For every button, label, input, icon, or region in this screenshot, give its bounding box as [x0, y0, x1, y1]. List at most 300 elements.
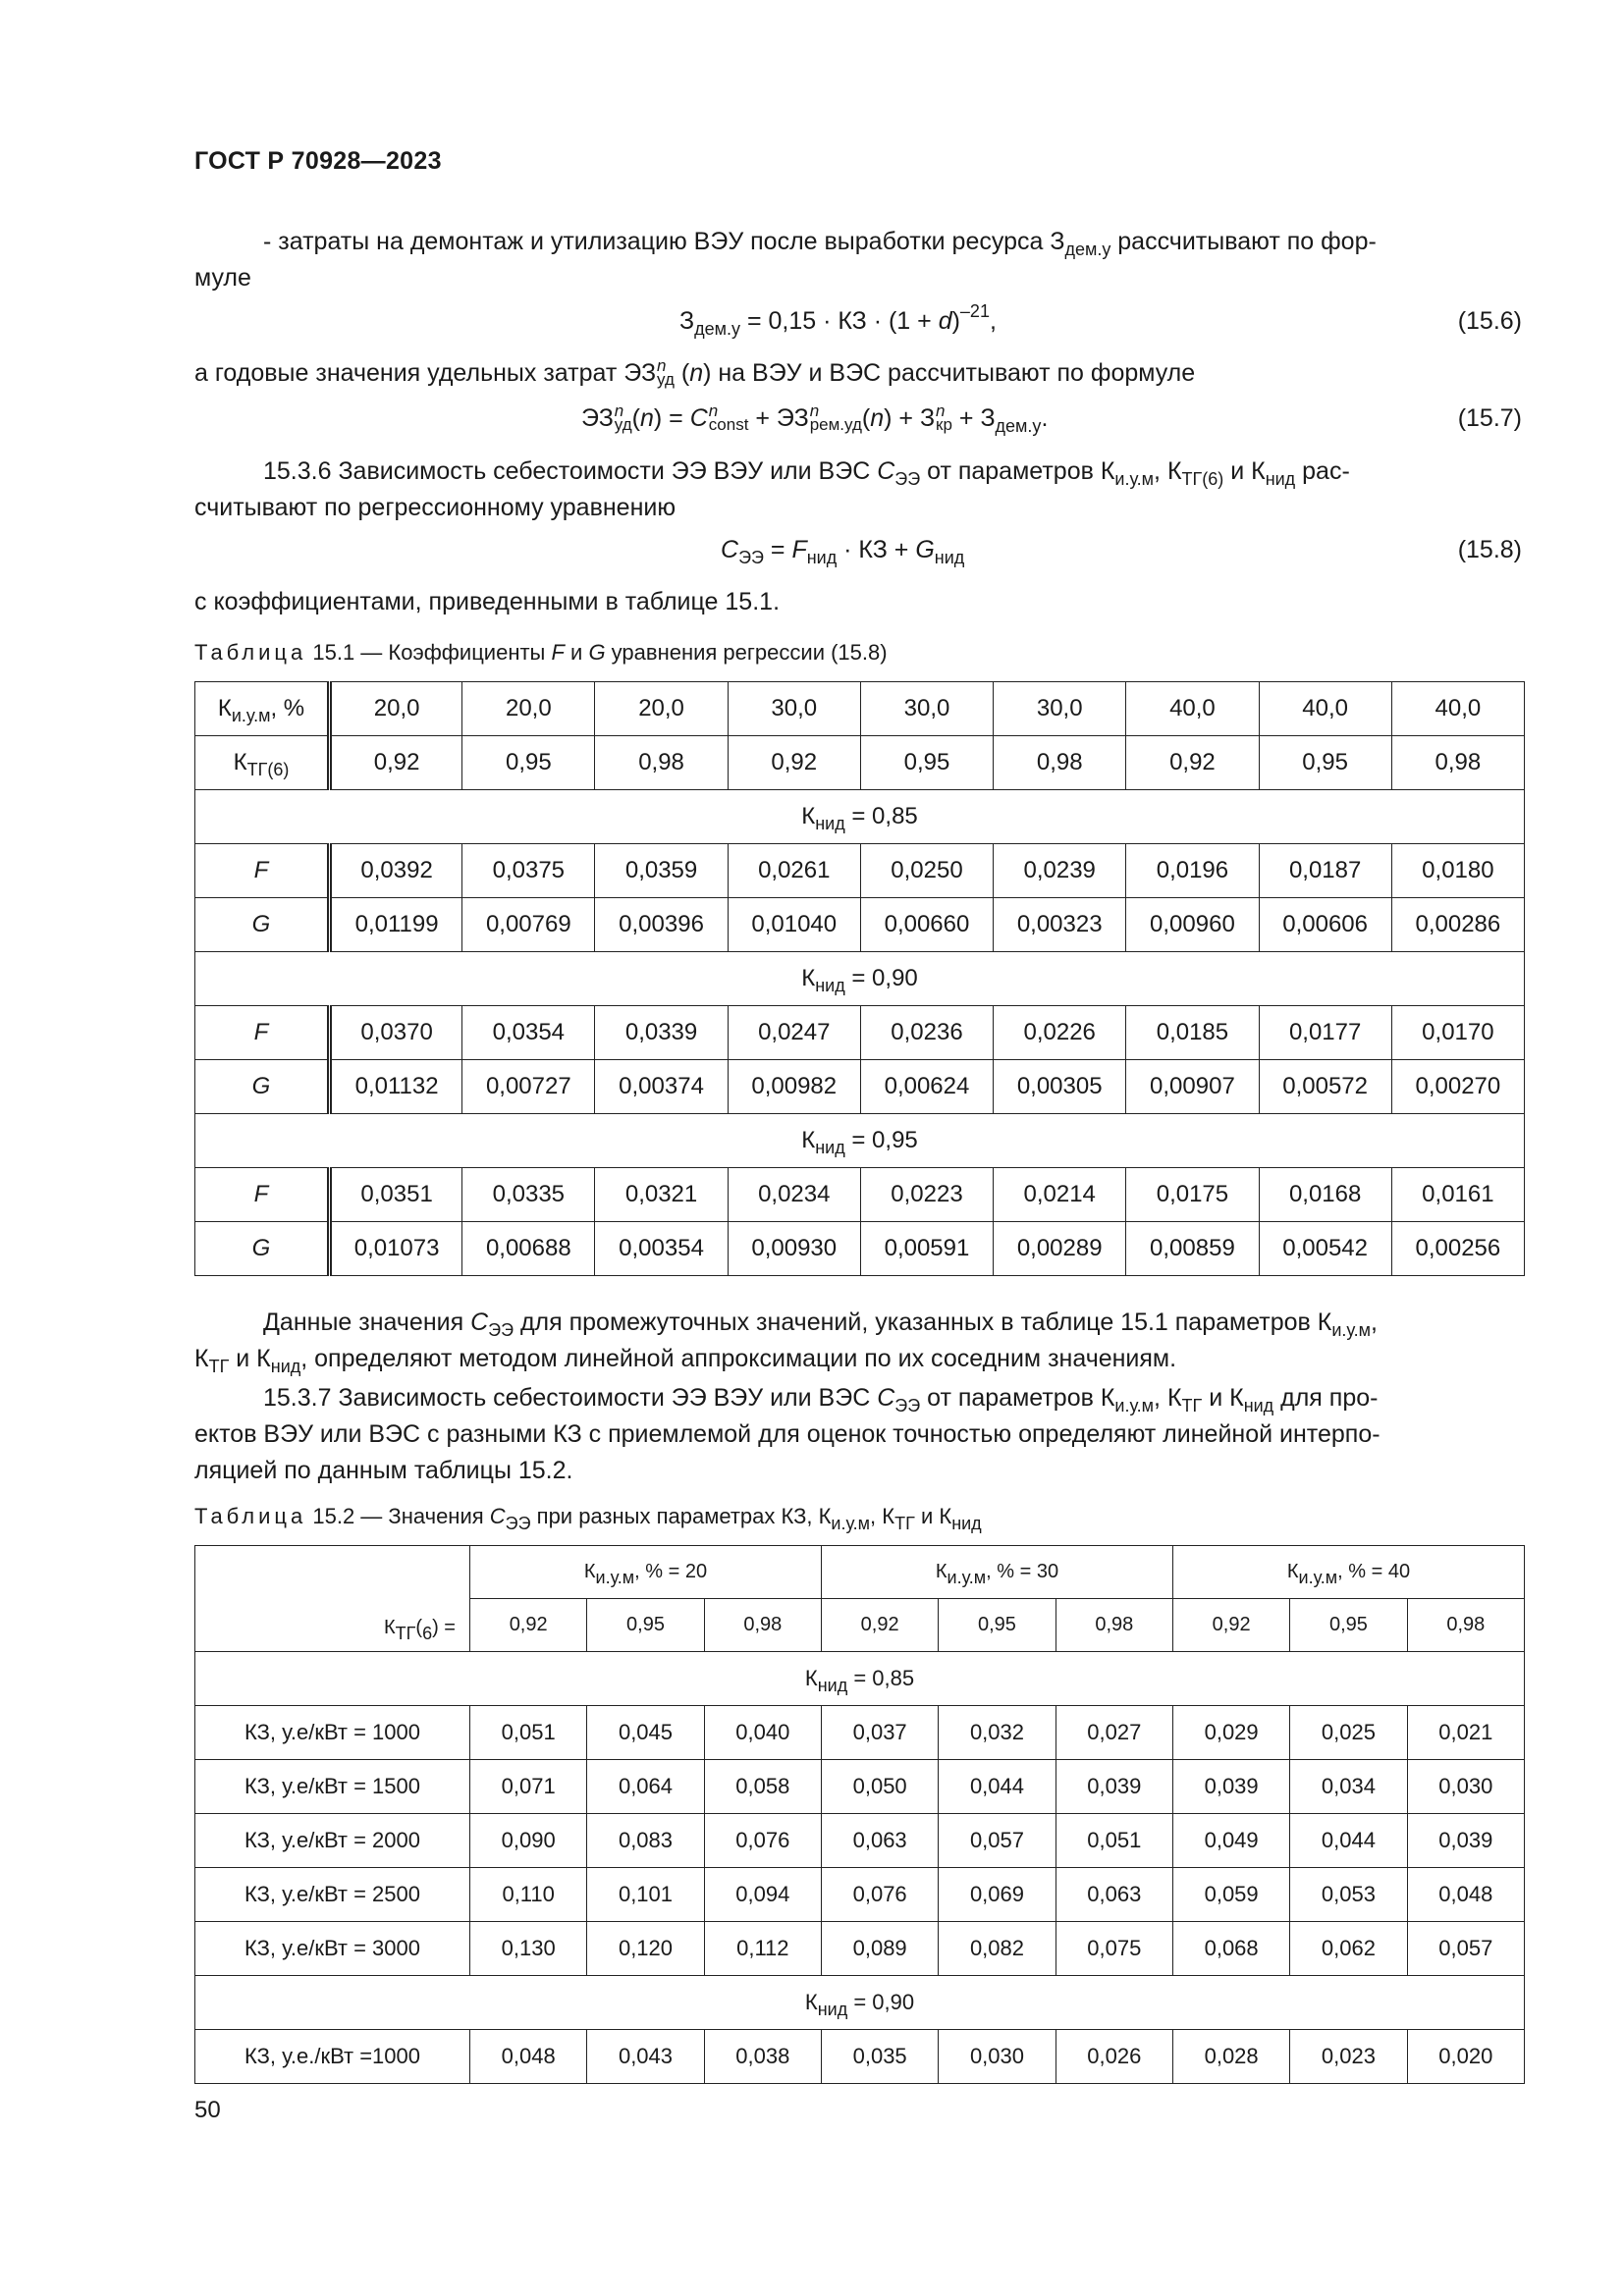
document-header: ГОСТ Р 70928—2023 — [194, 147, 442, 175]
t2-value-cell: 0,039 — [1056, 1760, 1172, 1814]
t1-kium-cell: 20,0 — [595, 682, 728, 736]
t1-F-cell: 0,0239 — [994, 844, 1126, 898]
t2-row-label: КЗ, у.е/кВт = 1000 — [195, 1706, 470, 1760]
t2-value-cell: 0,083 — [587, 1814, 704, 1868]
table-row — [195, 844, 1525, 898]
f157-C-sub: const — [708, 415, 749, 434]
t1-G-cell: 0,00572 — [1259, 1060, 1391, 1114]
t1-G-cell: 0,00982 — [728, 1060, 860, 1114]
t2-value-cell: 0,037 — [821, 1706, 938, 1760]
t1-G-cell: 0,00270 — [1391, 1060, 1524, 1114]
t1-caption-c: уравнения регрессии (15.8) — [605, 640, 888, 665]
t2-value-cell: 0,071 — [470, 1760, 587, 1814]
t1-G-cell: 0,00542 — [1259, 1222, 1391, 1276]
annual-costs-text — [194, 355, 1522, 392]
t2-ktg-sub: ТГ — [395, 1624, 416, 1643]
t2-knid-header-sub: нид — [817, 1676, 848, 1695]
t1-G-cell: 0,00323 — [994, 898, 1126, 952]
t1-F-cell: 0,0351 — [330, 1168, 462, 1222]
interpolation-paragraph-line2 — [194, 1341, 1522, 1377]
t2-caption-c: , К — [870, 1504, 895, 1528]
table-row — [195, 1060, 1525, 1114]
t2-value-cell: 0,051 — [470, 1706, 587, 1760]
table-row — [195, 1976, 1525, 2030]
t1-F-label: F — [195, 1168, 330, 1222]
t1-G-cell: 0,00907 — [1126, 1060, 1259, 1114]
t2-value-cell: 0,032 — [939, 1706, 1056, 1760]
t2-knid-header-k: К — [804, 1990, 818, 2014]
t2-ktg-cell: 0,98 — [704, 1599, 821, 1652]
f157-f-subsup — [936, 401, 952, 434]
t1-ktg-K: К — [233, 749, 247, 775]
t1-ktg-sub: ТГ(6) — [246, 760, 290, 779]
t2-g30-sub: и.у.м — [947, 1568, 987, 1587]
f157-C-sup: n — [708, 401, 719, 420]
f158-F: F — [791, 536, 807, 563]
table-row — [195, 1706, 1525, 1760]
t1-F-cell: 0,0354 — [462, 1006, 595, 1060]
t2-caption-c-sub: ТГ — [894, 1514, 915, 1533]
t2-caption-b: при разных параметрах КЗ, К — [530, 1504, 832, 1528]
t1-caption-F: F — [551, 640, 565, 665]
f157-c: ) = — [653, 404, 690, 432]
t1-kium-cell: 30,0 — [728, 682, 860, 736]
t1-F-cell: 0,0236 — [860, 1006, 993, 1060]
t2-value-cell: 0,082 — [939, 1922, 1056, 1976]
pd-e-sub: нид — [270, 1357, 301, 1376]
t1-knid-header-sub: нид — [815, 814, 845, 833]
intro-line-2: муле — [194, 264, 251, 292]
f158-b: · КЗ + — [837, 536, 916, 563]
pd-b: для промежуточных значений, указанных в таблице 15.1 параметров К — [514, 1308, 1332, 1336]
t1-G-cell: 0,00591 — [860, 1222, 993, 1276]
s1537-d-sub: нид — [1243, 1396, 1274, 1415]
t1-G-cell: 0,00256 — [1391, 1222, 1524, 1276]
t2-value-cell: 0,076 — [704, 1814, 821, 1868]
t1-G-cell: 0,00930 — [728, 1222, 860, 1276]
f157-C-subsup — [708, 401, 749, 434]
t2-row-label: КЗ, у.е/кВт = 2500 — [195, 1868, 470, 1922]
t1-F-cell: 0,0339 — [595, 1006, 728, 1060]
t1-F-cell: 0,0321 — [595, 1168, 728, 1222]
t1-knid-header-value: = 0,90 — [844, 965, 918, 991]
t1-G-cell: 0,01199 — [330, 898, 462, 952]
f158-F-sub: нид — [806, 548, 838, 567]
t2-group-20 — [470, 1546, 822, 1599]
t2-knid-header-value: = 0,90 — [847, 1990, 915, 2014]
t1-kium-cell: 40,0 — [1259, 682, 1391, 736]
t1-ktg-cell: 0,98 — [595, 736, 728, 790]
t1-knid-header-k: К — [801, 1127, 816, 1153]
t1-F-cell: 0,0223 — [860, 1168, 993, 1222]
t2-value-cell: 0,030 — [939, 2030, 1056, 2084]
s1536-C-sub: ЭЭ — [894, 469, 921, 489]
f158-a: = — [763, 536, 792, 563]
t1-G-label: G — [195, 1060, 330, 1114]
pd-a: Данные значения — [263, 1308, 471, 1336]
s1537-c: , К — [1154, 1384, 1182, 1412]
t1-caption-b: и — [564, 640, 589, 665]
t2-value-cell: 0,050 — [821, 1760, 938, 1814]
t1-knid-header-k: К — [801, 965, 816, 991]
t1-G-cell: 0,00727 — [462, 1060, 595, 1114]
t2-value-cell: 0,030 — [1407, 1760, 1524, 1814]
t1-G-cell: 0,00354 — [595, 1222, 728, 1276]
f156-tail: , — [989, 307, 997, 335]
t1-F-cell: 0,0247 — [728, 1006, 860, 1060]
s1536-e: рас- — [1295, 457, 1350, 485]
t1-knid-header — [195, 1114, 1525, 1168]
t2-value-cell: 0,076 — [821, 1868, 938, 1922]
t1-F-cell: 0,0170 — [1391, 1006, 1524, 1060]
annual-n: n — [689, 359, 704, 387]
t2-value-cell: 0,057 — [1407, 1922, 1524, 1976]
t2-knid-header-sub: нид — [817, 2000, 848, 2019]
t1-F-cell: 0,0196 — [1126, 844, 1259, 898]
t1-G-cell: 0,00960 — [1126, 898, 1259, 952]
formula-number-15-8: (15.8) — [1457, 536, 1522, 563]
t2-value-cell: 0,039 — [1172, 1760, 1289, 1814]
t2-ktg-label — [195, 1546, 470, 1652]
f156-lhs-sub: дем.у — [694, 319, 740, 339]
t2-ktg-K: К — [384, 1617, 396, 1638]
t2-ktg-cell: 0,92 — [1172, 1599, 1289, 1652]
t2-value-cell: 0,040 — [704, 1706, 821, 1760]
pd-c: , — [1370, 1308, 1378, 1336]
t2-value-cell: 0,053 — [1290, 1868, 1407, 1922]
t1-G-cell: 0,00688 — [462, 1222, 595, 1276]
table-row — [195, 790, 1525, 844]
t1-G-cell: 0,00859 — [1126, 1222, 1259, 1276]
t1-G-cell: 0,01040 — [728, 898, 860, 952]
f157-f-sup: n — [936, 401, 946, 420]
t1-ktg-cell: 0,92 — [728, 736, 860, 790]
s1537-C-sub: ЭЭ — [894, 1396, 921, 1415]
s1536-d: и К — [1223, 457, 1266, 485]
t1-G-label: G — [195, 1222, 330, 1276]
t1-F-cell: 0,0168 — [1259, 1168, 1391, 1222]
f157-n2: n — [870, 404, 885, 432]
t2-caption-b-sub: и.у.м — [831, 1514, 871, 1533]
t2-value-cell: 0,026 — [1056, 2030, 1172, 2084]
t1-knid-header — [195, 952, 1525, 1006]
table-row — [195, 1814, 1525, 1868]
t2-value-cell: 0,048 — [470, 2030, 587, 2084]
t2-value-cell: 0,101 — [587, 1868, 704, 1922]
annual-a: а годовые значения удельных затрат ЭЗ — [194, 359, 657, 387]
t1-kium-cell: 20,0 — [462, 682, 595, 736]
pd-e: и К — [229, 1345, 271, 1372]
t2-ktg-pa: ( — [415, 1617, 423, 1638]
t1-F-cell: 0,0177 — [1259, 1006, 1391, 1060]
table-row — [195, 1114, 1525, 1168]
t2-value-cell: 0,027 — [1056, 1706, 1172, 1760]
table-row — [195, 1546, 1525, 1599]
t1-knid-header-sub: нид — [815, 1138, 845, 1157]
t2-caption-d-sub: нид — [951, 1514, 982, 1533]
t1-ktg-cell: 0,95 — [1259, 736, 1391, 790]
pd-C-sub: ЭЭ — [488, 1320, 514, 1340]
s1536-d-sub: нид — [1265, 469, 1296, 489]
t2-value-cell: 0,039 — [1407, 1814, 1524, 1868]
f157-d-subsup — [809, 401, 862, 434]
t1-F-label: F — [195, 1006, 330, 1060]
t2-caption-C-sub: ЭЭ — [505, 1514, 531, 1533]
t2-value-cell: 0,059 — [1172, 1868, 1289, 1922]
t2-g20-K: К — [583, 1561, 596, 1582]
table-row — [195, 682, 1525, 736]
t1-knid-header — [195, 790, 1525, 844]
t1-F-label: F — [195, 844, 330, 898]
t2-g20-sub: и.у.м — [595, 1568, 635, 1587]
t2-value-cell: 0,130 — [470, 1922, 587, 1976]
table-row — [195, 1922, 1525, 1976]
s1537-d: и К — [1202, 1384, 1244, 1412]
formula-number-15-7: (15.7) — [1457, 404, 1522, 432]
t1-ktg-cell: 0,95 — [462, 736, 595, 790]
intro-tail: рассчитывают по фор- — [1110, 228, 1377, 255]
t2-ktg-cell: 0,95 — [587, 1599, 704, 1652]
f158-C: C — [721, 536, 739, 563]
f156-rhs-a: = 0,15 · КЗ · (1 + — [740, 307, 939, 335]
intro-text: - затраты на демонтаж и утилизацию ВЭУ после выработки ресурса З — [263, 228, 1065, 255]
t2-row-label: КЗ, у.е/кВт = 2000 — [195, 1814, 470, 1868]
f157-d-sup: n — [809, 401, 820, 420]
f157-a-subsup — [614, 401, 632, 434]
t1-knid-header-value: = 0,95 — [844, 1127, 918, 1153]
t1-F-cell: 0,0187 — [1259, 844, 1391, 898]
f158-G: G — [915, 536, 935, 563]
t2-value-cell: 0,058 — [704, 1760, 821, 1814]
t1-kium-cell: 30,0 — [994, 682, 1126, 736]
table-row — [195, 1222, 1525, 1276]
t2-value-cell: 0,051 — [1056, 1814, 1172, 1868]
t1-F-cell: 0,0375 — [462, 844, 595, 898]
t2-caption-a: 15.2 — Значения — [306, 1504, 490, 1528]
section-15-3-7-line2: ектов ВЭУ или ВЭС с разными КЗ с приемлемой для оценок точностью определяют линейной интерпо- — [194, 1420, 1380, 1448]
t1-F-cell: 0,0359 — [595, 844, 728, 898]
t2-value-cell: 0,028 — [1172, 2030, 1289, 2084]
t1-G-cell: 0,00286 — [1391, 898, 1524, 952]
f157-n1: n — [639, 404, 654, 432]
formula-number-15-6: (15.6) — [1457, 307, 1522, 335]
table-15-2-caption — [194, 1504, 982, 1533]
t1-ktg-cell: 0,98 — [994, 736, 1126, 790]
t2-value-cell: 0,112 — [704, 1922, 821, 1976]
t1-G-cell: 0,00606 — [1259, 898, 1391, 952]
s1537-a: 15.3.7 Зависимость себестоимости ЭЭ ВЭУ или ВЭС — [263, 1384, 878, 1412]
pd-b-sub: и.у.м — [1331, 1320, 1371, 1340]
t2-knid-header — [195, 1976, 1525, 2030]
t1-kium-cell: 40,0 — [1126, 682, 1259, 736]
section-15-3-7-line3: ляцией по данным таблицы 15.2. — [194, 1457, 573, 1484]
formula-15-7 — [581, 401, 1049, 436]
t2-value-cell: 0,068 — [1172, 1922, 1289, 1976]
t2-value-cell: 0,048 — [1407, 1868, 1524, 1922]
t2-value-cell: 0,090 — [470, 1814, 587, 1868]
t1-F-cell: 0,0226 — [994, 1006, 1126, 1060]
t1-kium-cell: 30,0 — [860, 682, 993, 736]
t2-value-cell: 0,094 — [704, 1868, 821, 1922]
t1-knid-header-value: = 0,85 — [844, 803, 918, 829]
t2-caption-C: C — [489, 1504, 506, 1528]
annual-sup: n — [657, 356, 667, 375]
f157-e: ( — [861, 404, 871, 432]
s1537-b-sub: и.у.м — [1114, 1396, 1155, 1415]
t2-ktg-cell: 0,95 — [1290, 1599, 1407, 1652]
t1-ktg-cell: 0,92 — [330, 736, 462, 790]
t1-caption-word: Таблица — [194, 640, 307, 665]
t2-value-cell: 0,023 — [1290, 2030, 1407, 2084]
f157-f-sub: кр — [936, 415, 952, 434]
f158-C-sub: ЭЭ — [738, 548, 764, 567]
table-row — [195, 1868, 1525, 1922]
t2-g20-tail: , % = 20 — [634, 1561, 708, 1582]
t2-value-cell: 0,035 — [821, 2030, 938, 2084]
s1537-b: от параметров К — [920, 1384, 1115, 1412]
t1-G-cell: 0,00305 — [994, 1060, 1126, 1114]
t1-G-cell: 0,00396 — [595, 898, 728, 952]
page-number: 50 — [194, 2097, 221, 2123]
t2-value-cell: 0,049 — [1172, 1814, 1289, 1868]
table-15-2 — [194, 1545, 1525, 2084]
t2-value-cell: 0,069 — [939, 1868, 1056, 1922]
t2-g40-sub: и.у.м — [1298, 1568, 1338, 1587]
t2-value-cell: 0,034 — [1290, 1760, 1407, 1814]
t1-G-cell: 0,00624 — [860, 1060, 993, 1114]
f157-d-sub: рем.уд — [809, 415, 862, 434]
t1-G-label: G — [195, 898, 330, 952]
table-row — [195, 898, 1525, 952]
t2-value-cell: 0,020 — [1407, 2030, 1524, 2084]
t2-value-cell: 0,021 — [1407, 1706, 1524, 1760]
table-15-1-caption — [194, 640, 888, 666]
t2-value-cell: 0,063 — [1056, 1868, 1172, 1922]
t2-row-label: КЗ, у.е./кВт =1000 — [195, 2030, 470, 2084]
t2-ktg-psub: 6 — [422, 1624, 433, 1643]
t2-row-label: КЗ, у.е/кВт = 1500 — [195, 1760, 470, 1814]
coefficients-text: с коэффициентами, приведенными в таблице 15.1. — [194, 588, 781, 615]
t1-kium-cell: 20,0 — [330, 682, 462, 736]
t2-value-cell: 0,029 — [1172, 1706, 1289, 1760]
f156-d: d — [938, 307, 952, 335]
table-15-1 — [194, 681, 1525, 1276]
t2-value-cell: 0,045 — [587, 1706, 704, 1760]
t1-F-cell: 0,0335 — [462, 1168, 595, 1222]
t1-F-cell: 0,0185 — [1126, 1006, 1259, 1060]
section-15-3-7 — [194, 1380, 1522, 1416]
t1-kium-label — [195, 682, 330, 736]
t1-F-cell: 0,0261 — [728, 844, 860, 898]
t1-G-cell: 0,00289 — [994, 1222, 1126, 1276]
s1537-e: для про- — [1273, 1384, 1379, 1412]
t1-G-cell: 0,01132 — [330, 1060, 462, 1114]
t1-caption-G: G — [588, 640, 606, 665]
f157-d: + ЭЗ — [748, 404, 809, 432]
t2-value-cell: 0,075 — [1056, 1922, 1172, 1976]
f157-C: C — [689, 404, 708, 432]
table-row — [195, 1652, 1525, 1706]
t2-value-cell: 0,062 — [1290, 1922, 1407, 1976]
t2-row-label: КЗ, у.е/кВт = 3000 — [195, 1922, 470, 1976]
t2-caption-d: и К — [914, 1504, 952, 1528]
t1-F-cell: 0,0175 — [1126, 1168, 1259, 1222]
intro-paragraph — [194, 224, 1522, 260]
t2-value-cell: 0,038 — [704, 2030, 821, 2084]
s1536-a: 15.3.6 Зависимость себестоимости ЭЭ ВЭУ или ВЭС — [263, 457, 878, 485]
t1-kium-cell: 40,0 — [1391, 682, 1524, 736]
t2-knid-header-k: К — [804, 1666, 818, 1690]
formula-15-8 — [721, 536, 965, 567]
f156-lhs: З — [679, 307, 695, 335]
t2-value-cell: 0,089 — [821, 1922, 938, 1976]
t1-F-cell: 0,0250 — [860, 844, 993, 898]
t1-G-cell: 0,01073 — [330, 1222, 462, 1276]
s1536-c: , К — [1154, 457, 1182, 485]
t2-group-30 — [821, 1546, 1172, 1599]
t2-ktg-cell: 0,98 — [1407, 1599, 1524, 1652]
t1-ktg-cell: 0,98 — [1391, 736, 1524, 790]
section-15-3-6-line2: считывают по регрессионному уравнению — [194, 494, 677, 521]
s1537-C: C — [877, 1384, 895, 1412]
t2-value-cell: 0,063 — [821, 1814, 938, 1868]
t1-kium-sub: и.у.м — [231, 706, 271, 725]
t1-kium-tail: , % — [270, 695, 305, 721]
t1-ktg-cell: 0,95 — [860, 736, 993, 790]
t1-F-cell: 0,0392 — [330, 844, 462, 898]
t2-g30-tail: , % = 30 — [986, 1561, 1059, 1582]
f157-g: + З — [951, 404, 996, 432]
t1-F-cell: 0,0370 — [330, 1006, 462, 1060]
t1-F-cell: 0,0234 — [728, 1168, 860, 1222]
s1536-b-sub: и.у.м — [1114, 469, 1155, 489]
f157-g-sub: дем.у — [995, 416, 1042, 436]
f156-rhs-b: ) — [951, 307, 960, 335]
t2-g40-tail: , % = 40 — [1337, 1561, 1411, 1582]
s1536-c-sub: ТГ(6) — [1181, 469, 1224, 489]
f157-h: . — [1041, 404, 1049, 432]
t2-ktg-cell: 0,92 — [470, 1599, 587, 1652]
annual-c: ) на ВЭУ и ВЭС рассчитывают по формуле — [703, 359, 1196, 387]
table-row — [195, 1006, 1525, 1060]
pd-d-sub: ТГ — [208, 1357, 230, 1376]
section-15-3-6 — [194, 454, 1522, 490]
t1-F-cell: 0,0180 — [1391, 844, 1524, 898]
t1-F-cell: 0,0161 — [1391, 1168, 1524, 1222]
t2-value-cell: 0,043 — [587, 2030, 704, 2084]
t2-ktg-cell: 0,95 — [939, 1599, 1056, 1652]
t1-ktg-cell: 0,92 — [1126, 736, 1259, 790]
formula-15-6 — [679, 301, 997, 339]
t1-G-cell: 0,00374 — [595, 1060, 728, 1114]
t2-value-cell: 0,044 — [939, 1760, 1056, 1814]
t2-value-cell: 0,120 — [587, 1922, 704, 1976]
pd-C: C — [470, 1308, 489, 1336]
annual-subsup — [657, 356, 675, 389]
t1-caption-a: 15.1 — Коэффициенты — [306, 640, 552, 665]
t2-caption-word: Таблица — [194, 1504, 307, 1528]
f157-a-sup: n — [614, 401, 624, 420]
t1-F-cell: 0,0214 — [994, 1168, 1126, 1222]
annual-sub: уд — [657, 370, 675, 389]
table-row — [195, 1168, 1525, 1222]
t1-G-cell: 0,00769 — [462, 898, 595, 952]
f156-exp: –21 — [959, 301, 990, 321]
interpolation-paragraph — [194, 1305, 1522, 1341]
table-row — [195, 2030, 1525, 2084]
t2-g30-K: К — [935, 1561, 947, 1582]
intro-sub: дем.у — [1064, 240, 1111, 259]
